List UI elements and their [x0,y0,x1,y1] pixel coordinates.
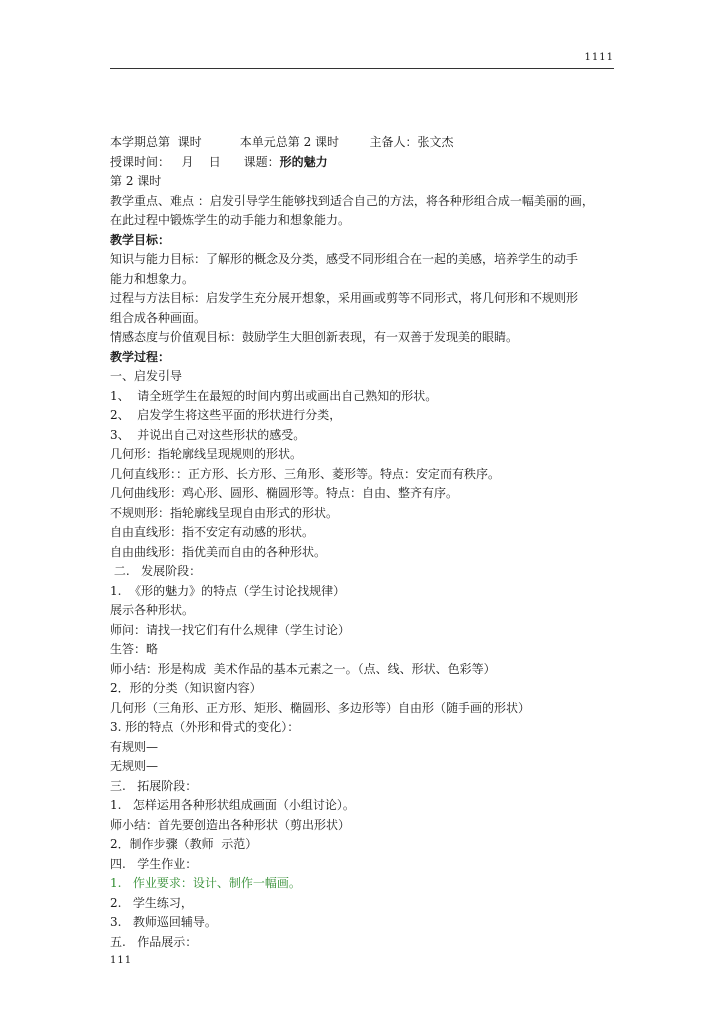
page-footer-number: 111 [110,955,133,966]
document-line [110,835,618,855]
line-text: 过程与方法目标：启发学生充分展开想象，采用画或剪等不同形式，将几何形和不规则形 [110,291,579,305]
document-line [110,426,618,446]
document-line [110,270,618,290]
line-text: 无规则— [110,759,159,773]
document-line [110,543,618,563]
lesson-plan-body [110,133,618,952]
document-line [110,406,618,426]
document-line [110,445,618,465]
line-text: 三. 拓展阶段： [110,778,198,793]
document-line [110,679,618,699]
document-line [110,757,618,777]
page-header-number: 1111 [584,52,614,63]
line-text: 师小结：首先要创造出各种形状（剪出形状） [110,817,351,832]
document-line [110,504,618,524]
document-line [110,718,618,738]
document-line [110,699,618,719]
document-line [110,172,618,192]
document-line [110,933,618,953]
document-line [110,621,618,641]
line-text: 一、启发引导 [110,369,183,383]
line-text: 自由曲线形：指优美而自由的各种形状。 [110,544,327,559]
line-text: 授课时间： 月 日 课题： [110,154,280,169]
document-line [110,523,618,543]
line-text: 教学目标： [110,232,171,247]
document-line [110,562,618,582]
lesson-topic: 形的魅力 [279,154,328,169]
line-text: 生答：略 [110,642,159,656]
document-line [110,796,618,816]
line-text: 几何形（三角形、正方形、矩形、椭圆形、多边形等）自由形（随手画的形状） [110,700,531,715]
line-text: 1、 请全班学生在最短的时间内剪出或画出自己熟知的形状。 [110,388,438,403]
line-text: 展示各种形状。 [110,603,195,617]
line-text: 2、 启发学生将这些平面的形状进行分类， [110,408,342,422]
line-text: 几何直线形：：正方形、长方形、三角形、菱形等。特点：安定而有秩序。 [110,466,501,481]
line-text: 师小结：形是构成 美术作品的基本元素之一。（点、线、形状、色彩等） [110,661,496,676]
document-line [110,289,618,309]
document-line [110,153,618,173]
line-text: 本学期总第 课时 本单元总第 2 课时 主备人：张文杰 [110,135,454,149]
line-text: 1. 怎样运用各种形状组成画面（小组讨论）。 [110,798,355,812]
document-line [110,855,618,875]
document-line [110,387,618,407]
document-line [110,738,618,758]
line-text: 四. 学生作业： [110,856,198,871]
line-text: 在此过程中锻炼学生的动手能力和想象能力。 [110,213,351,227]
line-text: 二. 发展阶段： [110,564,202,578]
document-line [110,582,618,602]
document-line [110,250,618,270]
line-text: 第 2 课时 [110,174,162,188]
header-divider [110,68,614,69]
line-text: 师问：请找一找它们有什么规律（学生讨论） [110,622,351,637]
line-text: 有规则— [110,739,159,754]
line-text: 教学重点、难点 ：启发引导学生能够找到适合自己的方法，将各种形组合成一幅美丽的画， [110,193,594,208]
document-line [110,133,618,153]
document-line [110,211,618,231]
line-text: 情感态度与价值观目标：鼓励学生大胆创新表现，有一双善于发现美的眼睛。 [110,330,519,344]
document-line [110,484,618,504]
document-line [110,894,618,914]
line-text: 1. 作业要求：设计、制作一幅画。 [110,876,301,890]
document-line [110,192,618,212]
line-text: 知识与能力目标：了解形的概念及分类，感受不同形组合在一起的美感，培养学生的动手 [110,252,579,266]
line-text: 组合成各种画面。 [110,310,207,325]
document-line [110,601,618,621]
document-line [110,328,618,348]
line-text: 能力和想象力。 [110,271,195,286]
line-text: 3、 并说出自己对这些形状的感受。 [110,427,306,442]
document-line [110,348,618,368]
document-line [110,913,618,933]
line-text: 2．形的分类（知识窗内容） [110,681,262,695]
line-text: 教学过程： [110,349,171,364]
document-line [110,660,618,680]
document-line [110,309,618,329]
document-line [110,640,618,660]
document-line [110,777,618,797]
document-line [110,874,618,894]
document-line [110,231,618,251]
line-text: 2．制作步骤（教师 示范） [110,837,258,851]
line-text: 自由直线形：指不安定有动感的形状。 [110,525,315,539]
line-text: 几何形：指轮廓线呈现规则的形状。 [110,447,303,461]
line-text: 2. 学生练习， [110,895,193,910]
document-line [110,816,618,836]
line-text: 3. 教师巡回辅导。 [110,915,217,929]
line-text: 几何曲线形：鸡心形、圆形、椭圆形等。特点：自由、整齐有序。 [110,486,459,500]
line-text: 五. 作品展示： [110,934,198,949]
line-text: 3. 形的特点（外形和骨式的变化）： [110,720,300,734]
document-line [110,465,618,485]
line-text: 1. 《形的魅力》的特点（学生讨论找规律） [110,583,346,598]
document-line [110,367,618,387]
line-text: 不规则形：指轮廓线呈现自由形式的形状。 [110,505,339,520]
